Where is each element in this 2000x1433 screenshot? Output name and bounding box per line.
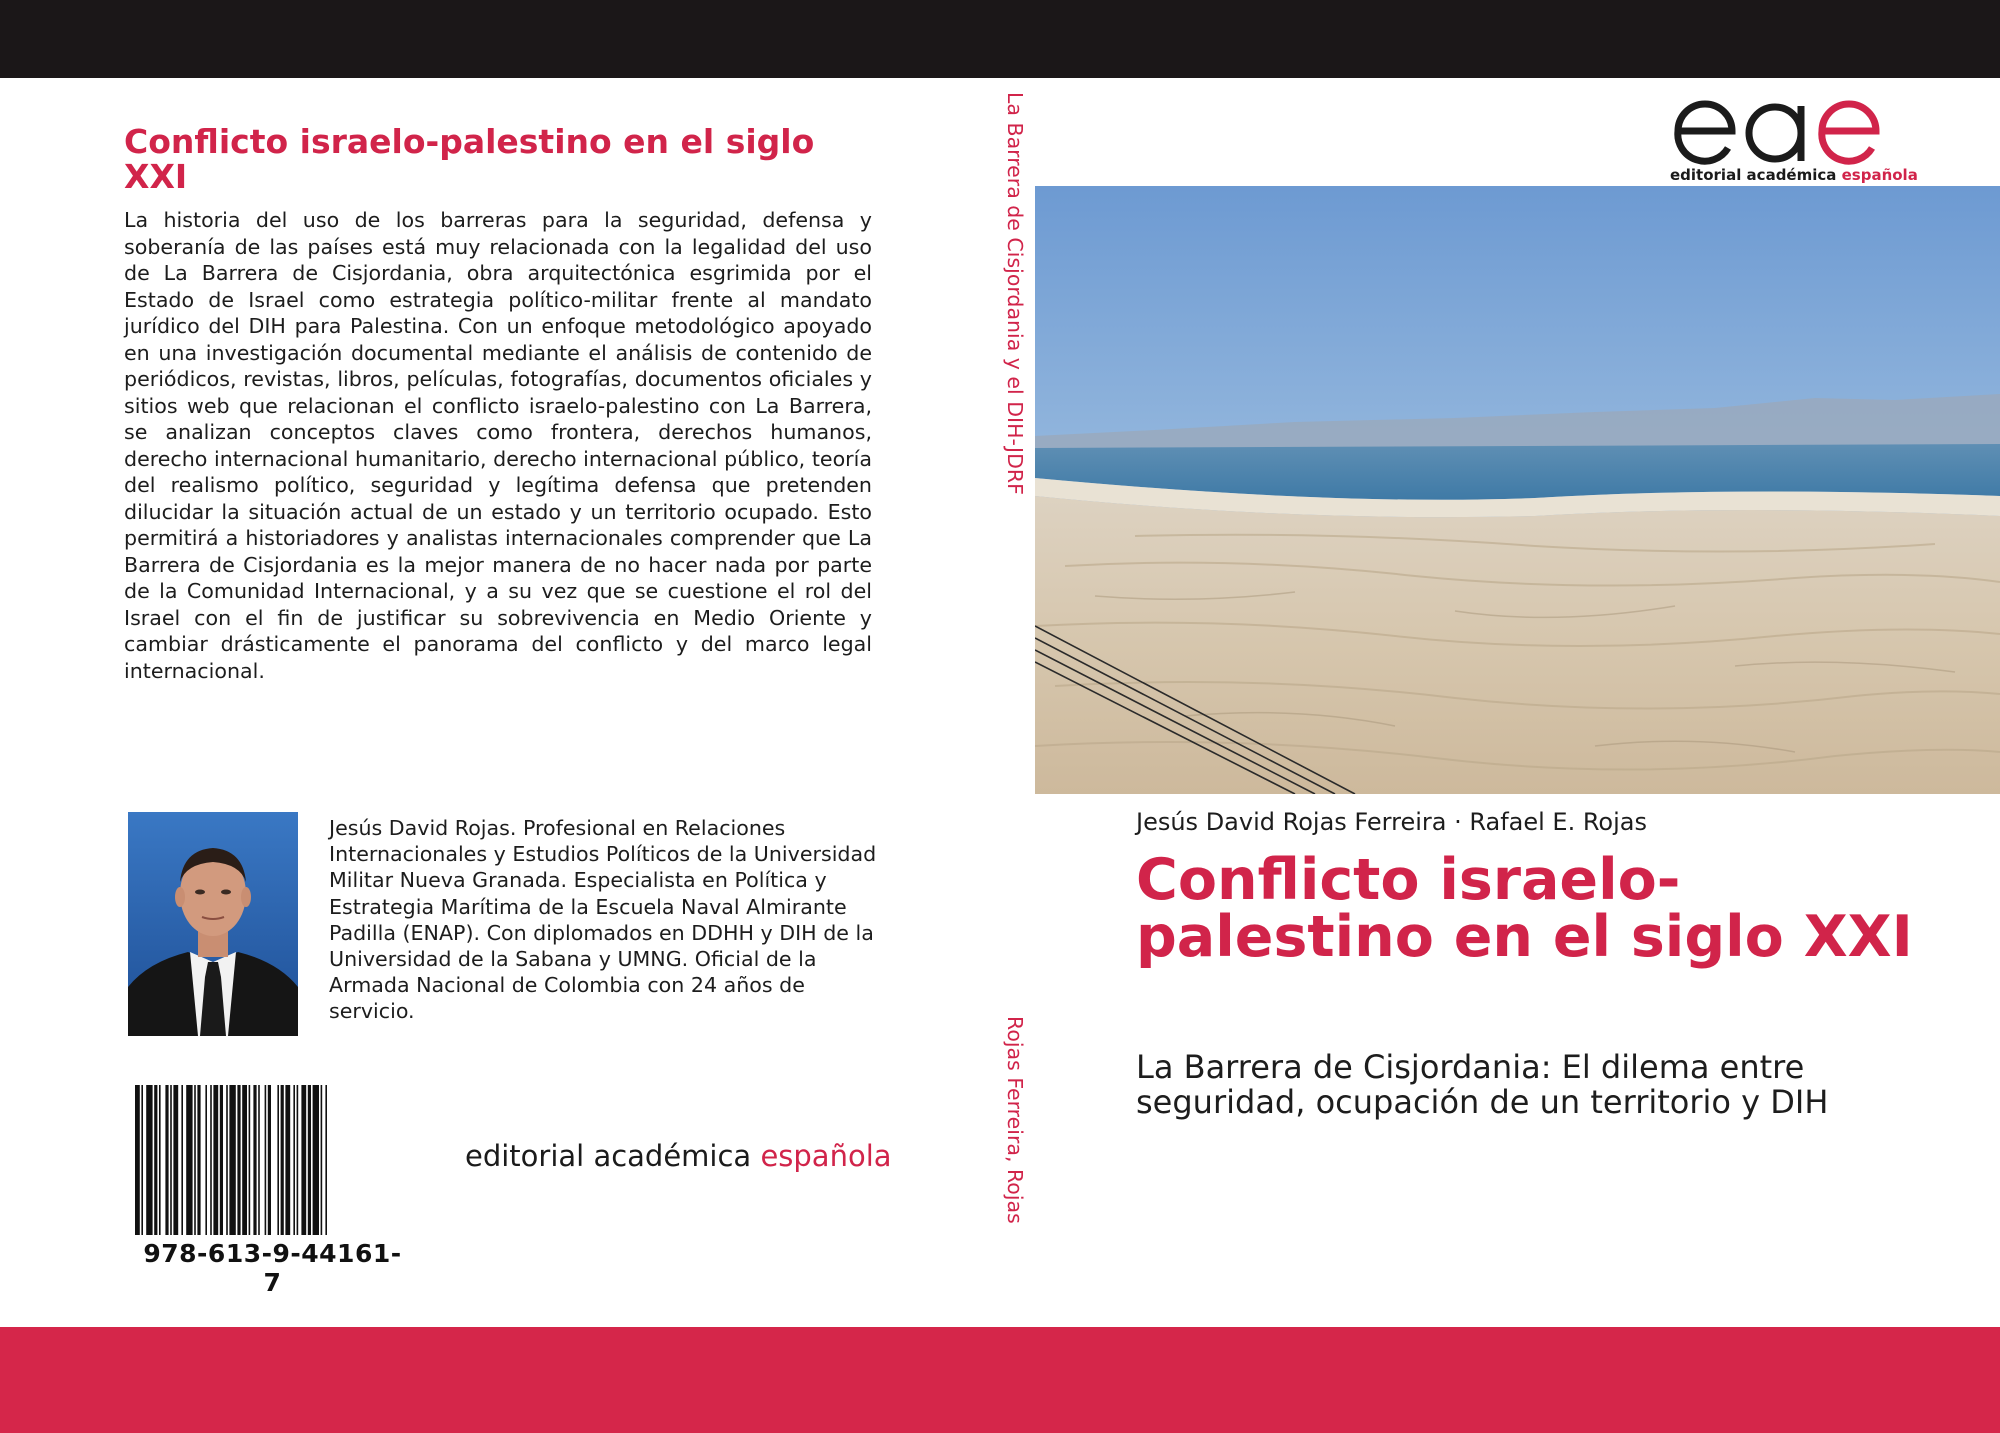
barcode-bar: [325, 1085, 327, 1235]
isbn-number: 978-613-9-44161-7: [143, 1239, 402, 1297]
cover-landscape-photo: [1035, 186, 2000, 794]
barcode-bar: [242, 1085, 247, 1235]
barcode-bar: [220, 1085, 223, 1235]
barcode-bar: [249, 1085, 251, 1235]
front-cover-subtitle: La Barrera de Cisjordania: El dilema entre seguridad, ocupación de un territorio y DIH: [1136, 1048, 1829, 1121]
barcode-bar: [253, 1085, 256, 1235]
front-authors: Jesús David Rojas Ferreira · Rafael E. Rojas: [1136, 808, 1647, 836]
back-publisher-name: [465, 1139, 892, 1173]
barcode-bar: [205, 1085, 207, 1235]
barcode-bar: [181, 1085, 183, 1235]
barcode-bar: [186, 1085, 192, 1235]
barcode-bar: [285, 1085, 290, 1235]
barcode-bar: [258, 1085, 260, 1235]
isbn-barcode-icon: [135, 1085, 410, 1235]
barcode-bar: [170, 1085, 172, 1235]
barcode-bar: [321, 1085, 323, 1235]
barcode-bar: [265, 1085, 267, 1235]
author-biography: Jesús David Rojas. Profesional en Relaciones Internacionales y Estudios Políticos de la Universidad Militar Nueva Granada. Especialista en Política y Estrategia Marítima de la Escuela Naval Almirante Padilla (ENAP). Con diplomados en DDHH y DIH de la Universidad de la Sabana y UMNG. Oficial de la Armada Nacional de Colombia con 24 años de servicio.: [329, 816, 877, 1024]
barcode-bar: [213, 1085, 218, 1235]
barcode-bar: [226, 1085, 228, 1235]
barcode-bar: [237, 1085, 240, 1235]
barcode-bar: [308, 1085, 311, 1235]
barcode-bar: [141, 1085, 143, 1235]
barcode-bar: [229, 1085, 235, 1235]
back-publisher-main: editorial académica: [465, 1139, 761, 1173]
logo-text-accent: española: [1841, 166, 1918, 184]
barcode-bar: [146, 1085, 152, 1235]
spine-title: La Barrera de Cisjordania y el DIH-JDRF: [1003, 92, 1027, 495]
barcode-bar: [165, 1085, 168, 1235]
barcode-bar: [281, 1085, 284, 1235]
barcode-bar: [173, 1085, 178, 1235]
barcode-bar: [210, 1085, 212, 1235]
back-cover-blurb: La historia del uso de los barreras para la seguridad, defensa y soberanía de las países está muy relacionada con la legalidad del uso de La Barrera de Cisjordania, obra arquitectónica esgrimida por el Estado de Israel como estrategia político-militar frente al mandato jurídico del DIH para Palestina. Con un enfoque metodológico apoyado en una investigación documental mediante el análisis de contenido de periódicos, revistas, libros, películas, fotografías, documentos oficiales y sitios web que relacionan el conflicto israelo-palestino con La Barrera, se analizan conceptos claves como frontera, derechos humanos, derecho internacional humanitario, derecho internacional público, teoría del realismo político, seguridad y legítima defensa que pretenden dilucidar la situación actual de un estado y un territorio ocupado. Esto permitirá a historiadores y analistas internacionales comprender que La Barrera de Cisjordania es la mejor manera de no hacer nada por parte de la Comunidad Internacional, y a su vez que se cuestione el rol del Israel con el fin de justificar su sobrevivencia en Medio Oriente y cambiar drásticamente el panorama del conflicto y del marco legal internacional.: [124, 208, 872, 683]
barcode-bar: [135, 1085, 140, 1235]
barcode-bar: [293, 1085, 295, 1235]
author-portrait-image: [128, 812, 298, 1036]
barcode-bar: [154, 1085, 157, 1235]
barcode-bar: [277, 1085, 279, 1235]
bottom-band: [0, 1327, 2000, 1433]
barcode-bar: [301, 1085, 306, 1235]
front-cover-title: Conflicto israelo-palestino en el siglo XXI: [1136, 847, 1913, 970]
logo-text-main: editorial académica: [1670, 166, 1842, 184]
back-cover-title: Conflicto israelo-palestino en el siglo XXI: [124, 122, 815, 197]
back-publisher-accent: española: [760, 1139, 892, 1173]
top-band: [0, 0, 2000, 78]
barcode-bar: [268, 1085, 271, 1235]
logo-publisher-text: [1670, 166, 1918, 184]
barcode-bar: [297, 1085, 299, 1235]
spine-authors: Rojas Ferreira, Rojas: [1003, 1016, 1027, 1224]
barcode-bar: [159, 1085, 161, 1235]
barcode-bar: [194, 1085, 196, 1235]
barcode-bar: [313, 1085, 319, 1235]
barcode-bar: [197, 1085, 200, 1235]
